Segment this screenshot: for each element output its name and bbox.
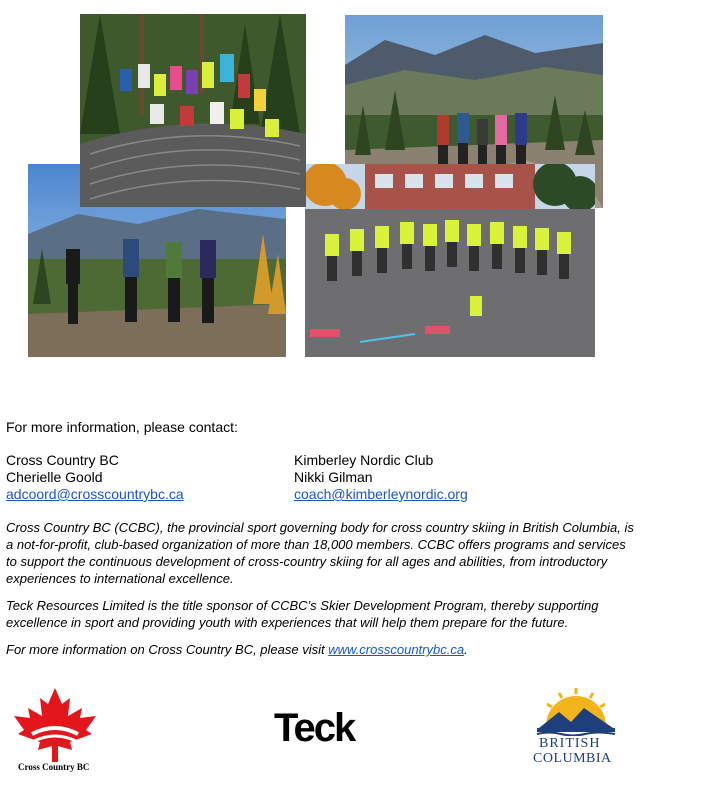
- photo-kids-culvert: [80, 14, 306, 207]
- bc-sun-mountains-icon: [529, 686, 623, 736]
- contact-left-org: Cross Country BC: [6, 452, 119, 468]
- contact-right-email-link[interactable]: coach@kimberleynordic.org: [294, 486, 468, 502]
- teck-logo: Teck: [274, 706, 355, 750]
- british-columbia-logo: [529, 686, 623, 770]
- contact-left-email-link[interactable]: adcoord@crosscountrybc.ca: [6, 486, 184, 502]
- contact-right-org: Kimberley Nordic Club: [294, 452, 434, 468]
- about-ccbc-paragraph: Cross Country BC (CCBC), the provincial sport governing body for cross country skiing in British Columbia, is a not-for-profit, club-based organization of more than 18,000 members. CCBC offers programs and services to support the continuous development of cross-country skiing for all ages and abilities, from introductory experiences to international excellence.: [6, 520, 634, 586]
- ccbc-logo-text: Cross Country BC: [18, 762, 90, 772]
- about-teck-paragraph: Teck Resources Limited is the title sponsor of CCBC’s Skier Development Program, thereby supporting excellence in sport and providing youth with experiences that will help them prepare for the future.: [6, 598, 599, 630]
- website-link[interactable]: www.crosscountrybc.ca: [328, 642, 465, 657]
- visit-prefix: For more information on Cross Country BC, please visit: [6, 642, 329, 657]
- photo-school-group: [305, 164, 595, 357]
- contact-right-name: Nikki Gilman: [294, 469, 373, 485]
- bc-logo-line1: BRITISH: [539, 736, 601, 751]
- cross-country-bc-logo: [10, 686, 100, 774]
- maple-leaf-icon: [10, 686, 100, 762]
- visit-suffix: .: [464, 642, 468, 657]
- visit-paragraph: [6, 641, 636, 658]
- bc-logo-line2: COLUMBIA: [533, 751, 612, 766]
- contact-heading: For more information, please contact:: [6, 419, 238, 435]
- contact-left-name: Cherielle Goold: [6, 469, 103, 485]
